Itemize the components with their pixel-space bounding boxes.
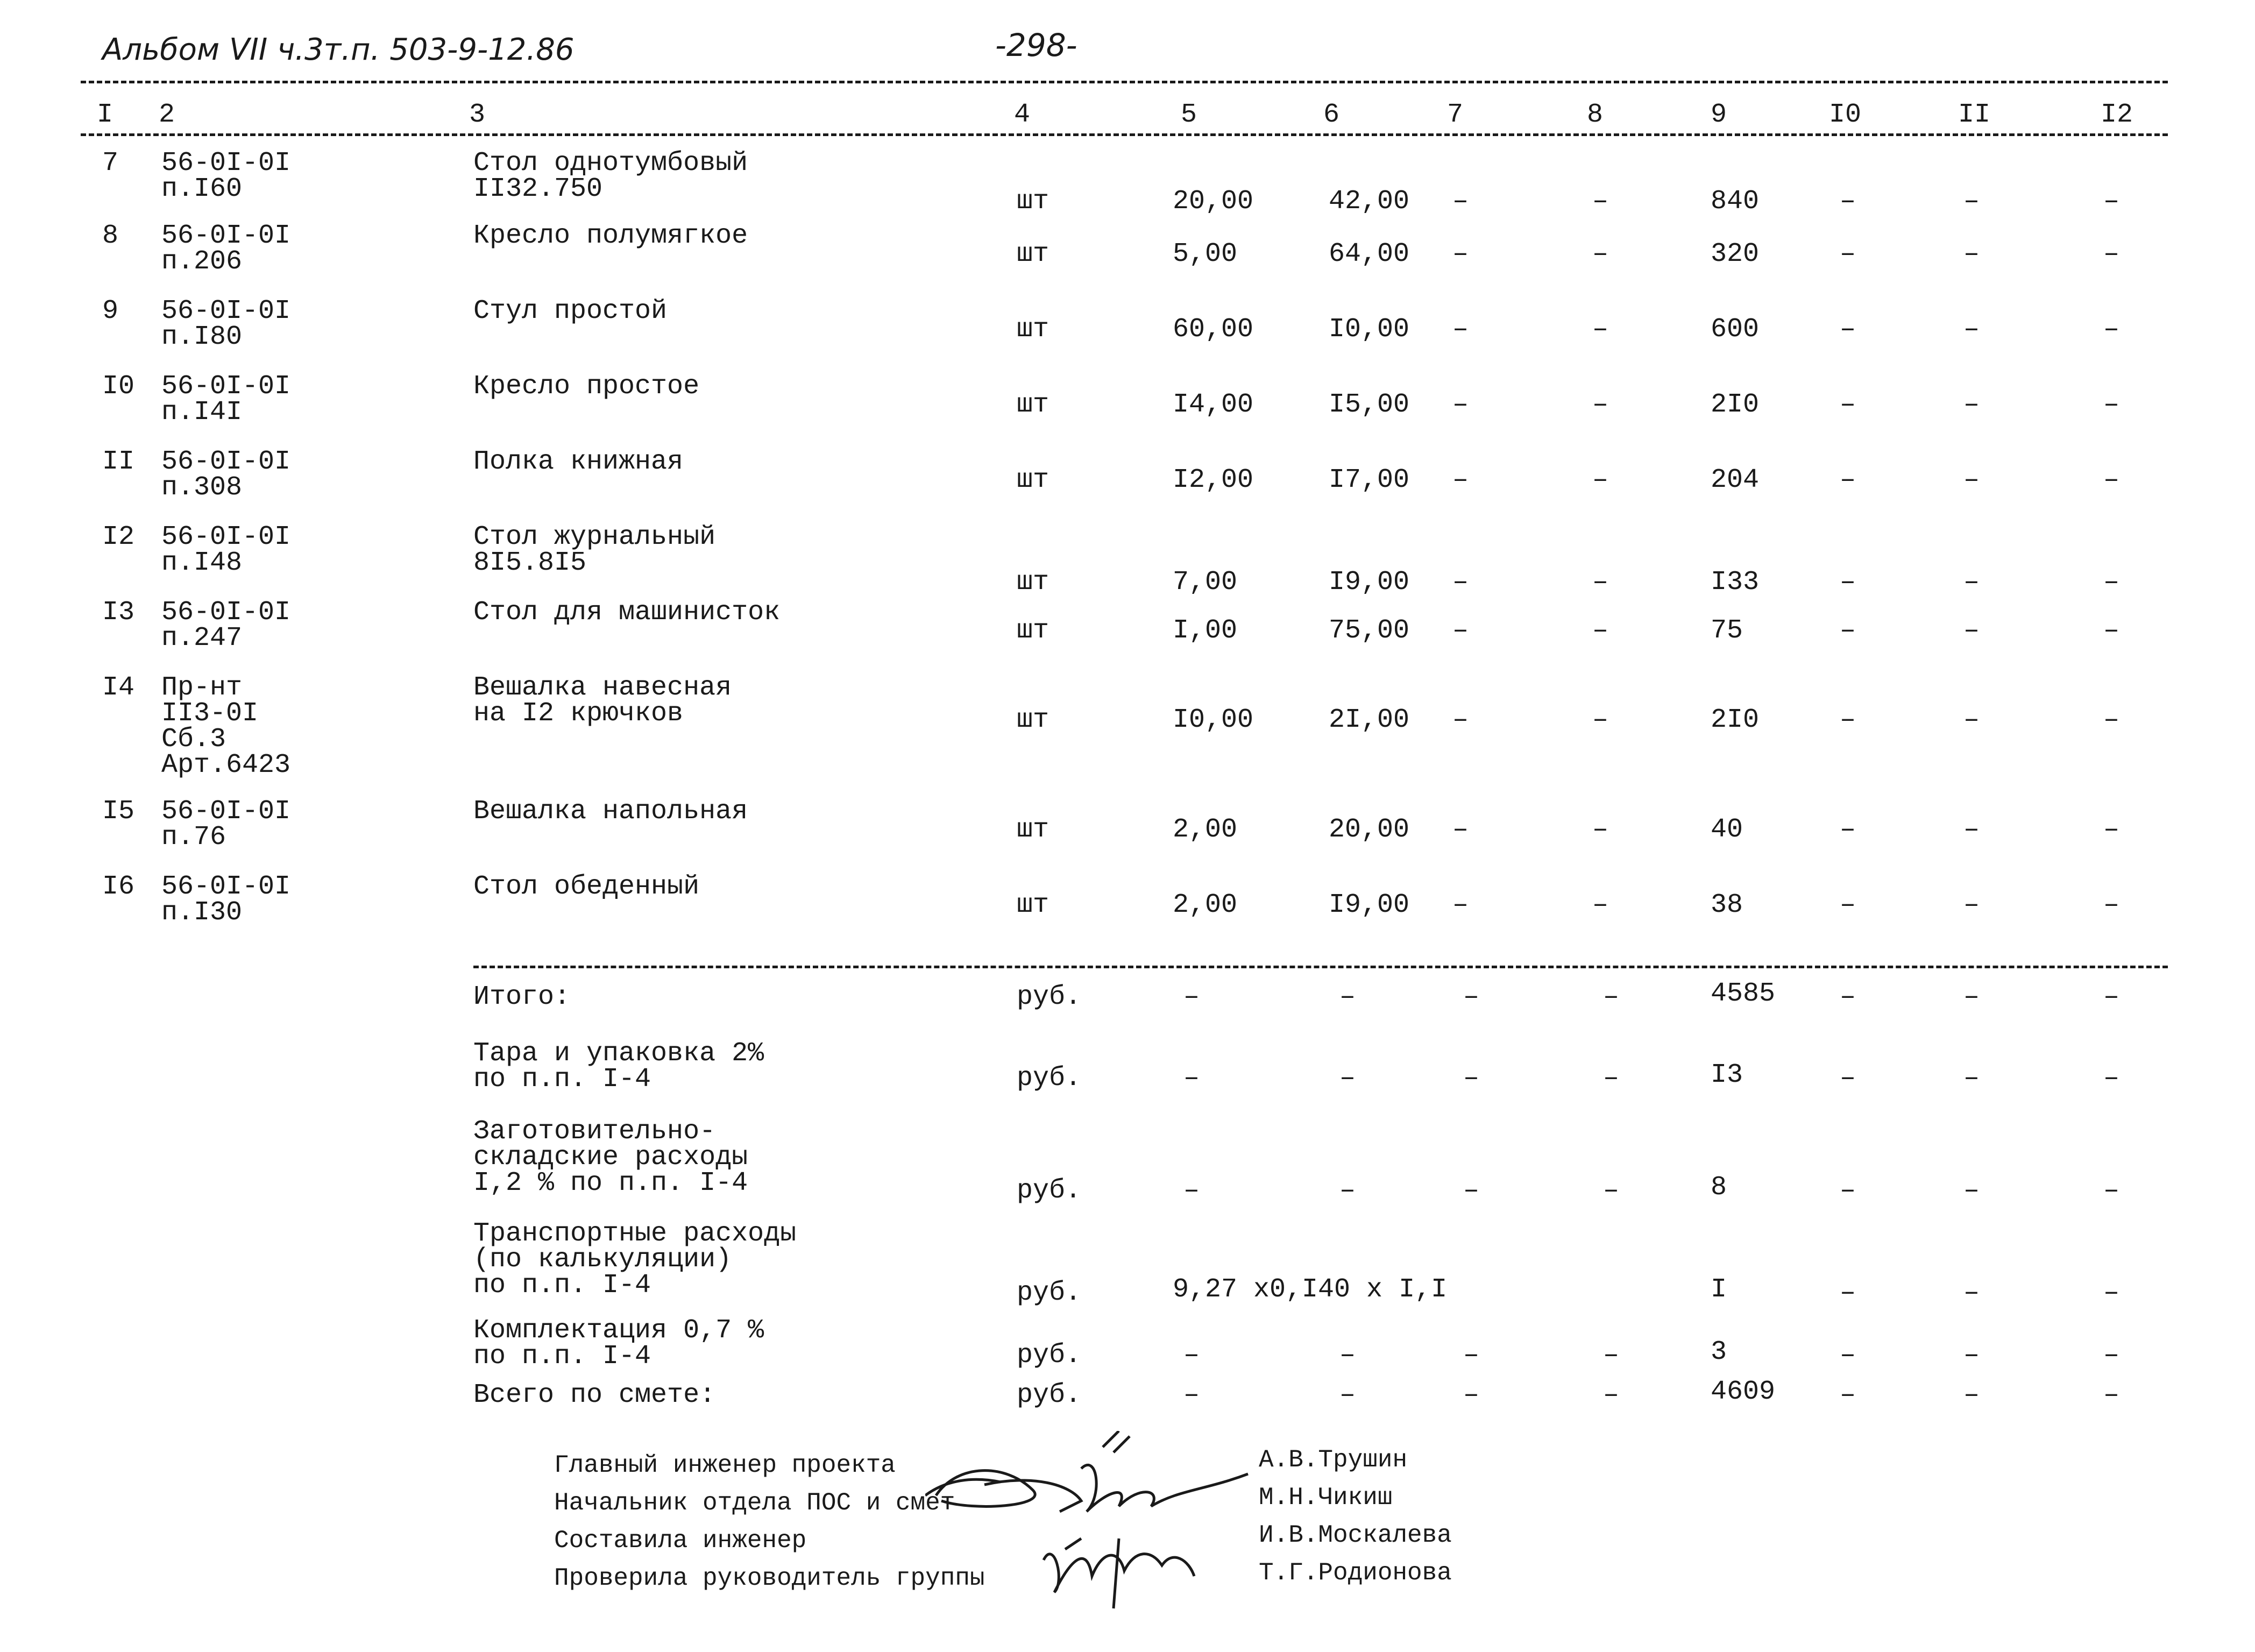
row-quantity: 2,00 [1173,814,1238,845]
row-number: 8 [102,221,119,251]
row-c12: – [2103,615,2120,646]
totals-c8: – [1603,1175,1620,1206]
row-c8: – [1592,465,1609,495]
totals-value: I [1711,1274,1727,1305]
row-name: Кресло полумягкое [473,221,748,251]
row-c11: – [1963,567,1980,598]
totals-value: 8 [1711,1172,1727,1203]
row-c8: – [1592,814,1609,845]
row-c12: – [2103,465,2120,495]
row-name: 8I5.8I5 [473,548,587,578]
row-name: Кресло простое [473,371,700,402]
row-name: Полка книжная [473,446,684,477]
row-c11: – [1963,239,1980,270]
row-c7: – [1452,567,1469,598]
totals-c10: – [1840,982,1856,1012]
totals-c8: – [1603,1340,1620,1371]
column-header-rule [81,133,2168,136]
row-name: II32.750 [473,174,603,204]
row-c11: – [1963,615,1980,646]
row-number: I4 [102,672,135,703]
totals-c10: – [1840,1380,1856,1410]
row-price: I0,00 [1329,314,1410,345]
page-number: -298- [995,27,1077,63]
row-c8: – [1592,705,1609,735]
totals-name: по п.п. I-4 [473,1341,651,1372]
row-code: Сб.3 [161,724,226,755]
row-c10: – [1840,814,1856,845]
column-number-6: 6 [1323,100,1340,130]
row-c12: – [2103,567,2120,598]
column-number-12: I2 [2101,100,2133,130]
row-c12: – [2103,389,2120,420]
row-c12: – [2103,814,2120,845]
row-name: Вешалка навесная [473,672,732,703]
totals-name: Заготовительно- [473,1116,716,1147]
totals-c7: – [1463,1340,1480,1371]
row-c10: – [1840,705,1856,735]
signature-role: Главный инженер проекта [554,1451,896,1479]
row-quantity: I0,00 [1173,705,1254,735]
signature-role: Начальник отдела ПОС и смет [554,1489,955,1517]
row-code: п.I80 [161,322,243,352]
column-number-9: 9 [1711,100,1727,130]
totals-c8: – [1603,982,1620,1012]
totals-c11: – [1963,1380,1980,1410]
row-code: п.I4I [161,397,243,428]
row-c7: – [1452,186,1469,217]
totals-c12: – [2103,1063,2120,1094]
row-number: II [102,446,135,477]
totals-c12: – [2103,1340,2120,1371]
row-code: 56-0I-0I [161,446,291,477]
totals-unit: руб. [1017,1063,1082,1094]
column-number-7: 7 [1447,100,1464,130]
row-code: п.I48 [161,548,243,578]
totals-c10: – [1840,1063,1856,1094]
row-price: I5,00 [1329,389,1410,420]
row-unit: шт [1017,615,1050,646]
row-c8: – [1592,186,1609,217]
totals-unit: руб. [1017,1278,1082,1308]
row-code: п.I30 [161,897,243,928]
totals-c11: – [1963,1340,1980,1371]
row-number: I6 [102,871,135,902]
row-c11: – [1963,814,1980,845]
totals-value: 4585 [1711,979,1776,1009]
row-code: 56-0I-0I [161,597,291,628]
row-c10: – [1840,615,1856,646]
row-c11: – [1963,314,1980,345]
totals-c10: – [1840,1278,1856,1308]
row-quantity: 7,00 [1173,567,1238,598]
column-number-1: I [97,100,114,130]
row-number: I0 [102,371,135,402]
row-unit: шт [1017,567,1050,598]
row-price: I9,00 [1329,890,1410,920]
row-unit: шт [1017,389,1050,420]
row-name: Вешалка напольная [473,796,748,827]
row-quantity: I2,00 [1173,465,1254,495]
row-c8: – [1592,615,1609,646]
row-c8: – [1592,239,1609,270]
transport-formula: 9,27 х0,I40 х I,I [1173,1274,1448,1305]
totals-unit: руб. [1017,1380,1082,1410]
totals-c6: – [1339,1063,1356,1094]
row-quantity: I,00 [1173,615,1238,646]
column-number-5: 5 [1181,100,1197,130]
row-price: 75,00 [1329,615,1410,646]
row-c7: – [1452,615,1469,646]
totals-name: (по калькуляции) [473,1244,732,1275]
row-code: 56-0I-0I [161,148,291,179]
row-code: 56-0I-0I [161,296,291,327]
totals-unit: руб. [1017,1175,1082,1206]
row-c10: – [1840,186,1856,217]
row-total: 2I0 [1711,705,1760,735]
row-c7: – [1452,705,1469,735]
row-c10: – [1840,567,1856,598]
row-c7: – [1452,314,1469,345]
row-total: 40 [1711,814,1743,845]
totals-c7: – [1463,982,1480,1012]
row-c10: – [1840,314,1856,345]
row-code: 56-0I-0I [161,371,291,402]
row-c11: – [1963,465,1980,495]
totals-c5: – [1183,1175,1200,1206]
column-number-4: 4 [1014,100,1031,130]
totals-c5: – [1183,1340,1200,1371]
row-name: Стул простой [473,296,668,327]
totals-name: по п.п. I-4 [473,1270,651,1301]
column-number-11: II [1958,100,1991,130]
totals-c8: – [1603,1063,1620,1094]
column-number-10: I0 [1829,100,1862,130]
signature-role: Проверила руководитель группы [554,1564,985,1592]
totals-c7: – [1463,1063,1480,1094]
row-total: I33 [1711,567,1760,598]
row-unit: шт [1017,186,1050,217]
row-unit: шт [1017,239,1050,270]
row-price: 64,00 [1329,239,1410,270]
totals-c7: – [1463,1380,1480,1410]
row-code: Арт.6423 [161,750,291,781]
row-c12: – [2103,705,2120,735]
row-c10: – [1840,389,1856,420]
signature-scribble-bottom [1033,1528,1205,1614]
totals-name: Транспортные расходы [473,1218,797,1249]
totals-c5: – [1183,1063,1200,1094]
row-unit: шт [1017,814,1050,845]
totals-c8: – [1603,1380,1620,1410]
signature-role: Составила инженер [554,1527,807,1555]
row-code: 56-0I-0I [161,796,291,827]
totals-name: Тара и упаковка 2% [473,1038,764,1069]
totals-name: I,2 % по п.п. I-4 [473,1168,748,1199]
column-number-2: 2 [159,100,175,130]
row-name: на I2 крючков [473,698,684,729]
row-quantity: I4,00 [1173,389,1254,420]
row-code: 56-0I-0I [161,871,291,902]
totals-rule [473,966,2168,968]
row-code: Пр-нт [161,672,243,703]
row-quantity: 2,00 [1173,890,1238,920]
row-number: I2 [102,522,135,552]
totals-c6: – [1339,1175,1356,1206]
totals-value: 4609 [1711,1377,1776,1407]
row-c7: – [1452,239,1469,270]
totals-value: 3 [1711,1337,1727,1367]
row-total: 204 [1711,465,1760,495]
signature-name: А.В.Трушин [1259,1446,1408,1474]
row-c8: – [1592,389,1609,420]
row-unit: шт [1017,314,1050,345]
row-code: п.247 [161,623,243,654]
column-number-8: 8 [1587,100,1604,130]
row-c12: – [2103,314,2120,345]
row-c10: – [1840,465,1856,495]
row-total: 2I0 [1711,389,1760,420]
totals-c10: – [1840,1175,1856,1206]
row-c12: – [2103,890,2120,920]
totals-c10: – [1840,1340,1856,1371]
row-c7: – [1452,814,1469,845]
row-price: 2I,00 [1329,705,1410,735]
row-number: I5 [102,796,135,827]
row-c8: – [1592,314,1609,345]
row-unit: шт [1017,705,1050,735]
row-price: I9,00 [1329,567,1410,598]
row-total: 38 [1711,890,1743,920]
totals-name: по п.п. I-4 [473,1064,651,1095]
row-name: Стол обеденный [473,871,700,902]
row-c12: – [2103,239,2120,270]
row-unit: шт [1017,465,1050,495]
row-price: 20,00 [1329,814,1410,845]
totals-c5: – [1183,1380,1200,1410]
row-c10: – [1840,890,1856,920]
row-quantity: 60,00 [1173,314,1254,345]
row-name: Стол однотумбовый [473,148,748,179]
row-code: п.308 [161,472,243,503]
totals-unit: руб. [1017,982,1082,1012]
totals-c12: – [2103,982,2120,1012]
totals-c11: – [1963,1278,1980,1308]
row-c12: – [2103,186,2120,217]
totals-c12: – [2103,1175,2120,1206]
totals-name: Всего по смете: [473,1380,716,1410]
header-rule [81,81,2168,83]
row-c8: – [1592,890,1609,920]
totals-unit: руб. [1017,1340,1082,1371]
totals-c11: – [1963,1063,1980,1094]
totals-c6: – [1339,1380,1356,1410]
row-total: 600 [1711,314,1760,345]
totals-c6: – [1339,982,1356,1012]
row-c11: – [1963,389,1980,420]
row-unit: шт [1017,890,1050,920]
row-code: 56-0I-0I [161,522,291,552]
totals-value: I3 [1711,1060,1743,1090]
row-name: Стол журнальный [473,522,716,552]
row-c11: – [1963,890,1980,920]
totals-c12: – [2103,1380,2120,1410]
row-code: II3-0I [161,698,259,729]
row-number: 9 [102,296,119,327]
totals-c11: – [1963,1175,1980,1206]
row-total: 840 [1711,186,1760,217]
album-reference: Альбом VII ч.3т.п. 503-9-12.86 [102,32,575,67]
row-c7: – [1452,465,1469,495]
row-code: п.206 [161,246,243,277]
signature-name: Т.Г.Родионова [1259,1559,1452,1587]
row-code: п.I60 [161,174,243,204]
totals-name: Итого: [473,982,571,1012]
row-c11: – [1963,705,1980,735]
signature-name: И.В.Москалева [1259,1521,1452,1549]
totals-c5: – [1183,982,1200,1012]
totals-c12: – [2103,1278,2120,1308]
row-c11: – [1963,186,1980,217]
row-total: 75 [1711,615,1743,646]
column-number-3: 3 [469,100,486,130]
row-name: Стол для машинисток [473,597,781,628]
row-total: 320 [1711,239,1760,270]
row-code: п.76 [161,822,226,853]
row-price: I7,00 [1329,465,1410,495]
totals-c11: – [1963,982,1980,1012]
totals-name: складские расходы [473,1142,748,1173]
row-price: 42,00 [1329,186,1410,217]
row-quantity: 20,00 [1173,186,1254,217]
row-c10: – [1840,239,1856,270]
row-number: 7 [102,148,119,179]
row-c7: – [1452,890,1469,920]
row-c8: – [1592,567,1609,598]
row-c7: – [1452,389,1469,420]
totals-c7: – [1463,1175,1480,1206]
row-code: 56-0I-0I [161,221,291,251]
signature-name: М.Н.Чикиш [1259,1484,1393,1512]
totals-c6: – [1339,1340,1356,1371]
row-quantity: 5,00 [1173,239,1238,270]
totals-name: Комплектация 0,7 % [473,1315,764,1346]
row-number: I3 [102,597,135,628]
